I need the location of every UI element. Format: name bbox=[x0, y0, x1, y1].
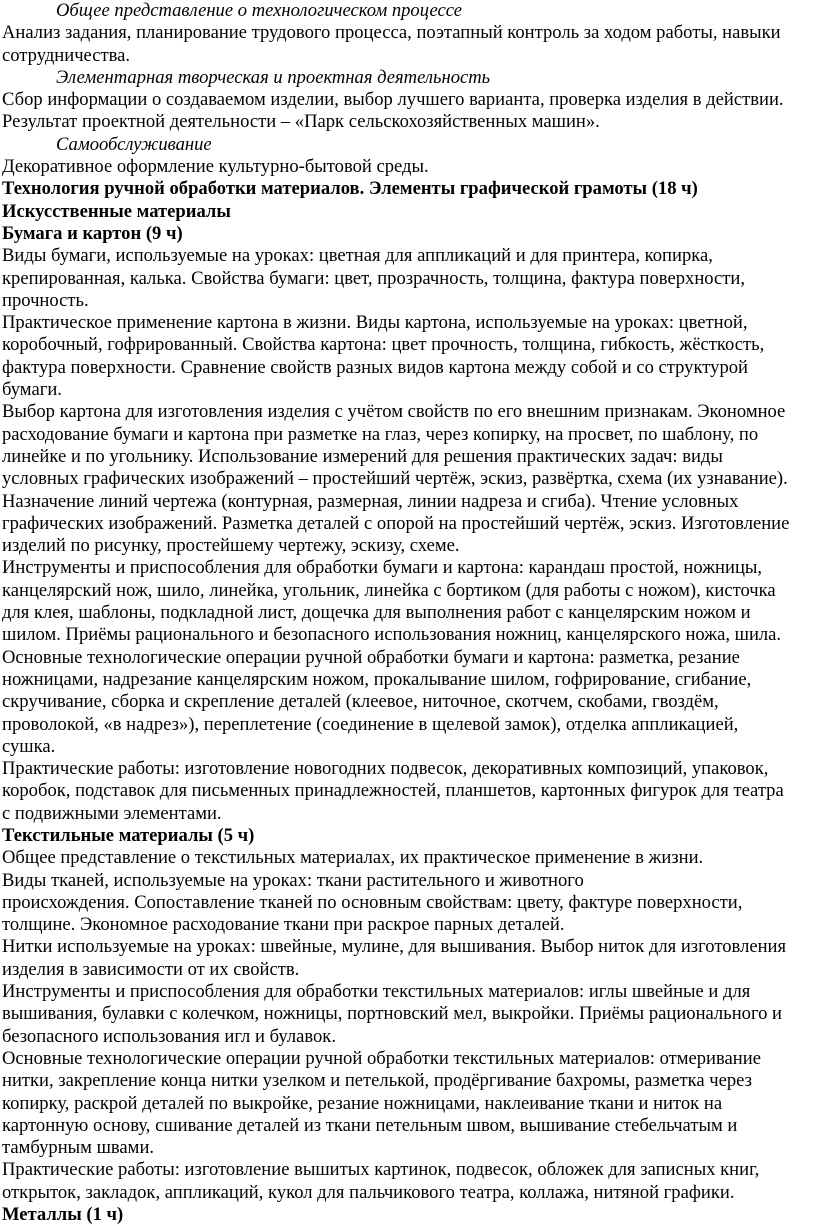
text-line: нитки, закрепление конца нитки узелком и петелькой, продёргивание бахромы, разметка через bbox=[2, 1070, 752, 1092]
section-heading bbox=[2, 223, 814, 245]
text-line: изделия в зависимости от их свойств. bbox=[2, 958, 300, 980]
text-line: Практические работы: изготовление вышитых картинок, подвесок, обложек для записных книг, bbox=[2, 1159, 760, 1181]
text-line: толщине. Экономное расходование ткани при раскрое парных деталей. bbox=[2, 914, 565, 936]
paragraph bbox=[2, 89, 814, 134]
text-line: картонную основу, сшивание деталей из ткани петельным швом, вышивание стебельчатым и bbox=[2, 1114, 738, 1136]
text-line: открыток, закладок, аппликаций, кукол для пальчикового театра, коллажа, нитяной графики. bbox=[2, 1181, 735, 1203]
section-heading bbox=[2, 201, 814, 223]
text-line: Сбор информации о создаваемом изделии, выбор лучшего варианта, проверка изделия в действии. bbox=[2, 89, 784, 111]
paragraph bbox=[2, 647, 814, 758]
text-line: Нитки используемые на уроках: швейные, мулине, для вышивания. Выбор ниток для изготовления bbox=[2, 936, 787, 958]
text-line: Самообслуживание bbox=[56, 133, 212, 155]
text-line: Инструменты и приспособления для обработки бумаги и картона: карандаш простой, ножницы, bbox=[2, 557, 763, 579]
text-line: бумаги. bbox=[2, 379, 62, 401]
text-line: ножницами, надрезание канцелярским ножом, прокалывание шилом, гофрирование, сгибание, bbox=[2, 668, 752, 690]
text-line: Текстильные материалы (5 ч) bbox=[2, 824, 255, 846]
text-line: происхождения. Сопоставление тканей по основным свойствам: цвету, фактуре поверхности, bbox=[2, 891, 743, 913]
text-line: тамбурным швами. bbox=[2, 1137, 155, 1159]
section-heading bbox=[2, 825, 814, 847]
paragraph bbox=[2, 156, 814, 178]
text-line: Декоративное оформление культурно-бытовой среды. bbox=[2, 156, 429, 178]
text-line: графических изображений. Разметка деталей с опорой на простейший чертёж, эскиз. Изготовление bbox=[2, 512, 790, 534]
text-line: крепированная, калька. Свойства бумаги: цвет, прозрачность, толщина, фактура поверхности, bbox=[2, 267, 746, 289]
section-heading bbox=[2, 178, 814, 200]
text-line: шилом. Приёмы рационального и безопасного использования ножниц, канцелярского ножа, шила. bbox=[2, 624, 782, 646]
paragraph bbox=[2, 758, 814, 825]
paragraph bbox=[2, 557, 814, 646]
text-line: вышивания, булавки с колечком, ножницы, портновский мел, выкройки. Приёмы рационального и bbox=[2, 1003, 783, 1025]
paragraph bbox=[2, 1159, 814, 1204]
text-line: линейке и по угольнику. Использование измерений для решения практических задач: виды bbox=[2, 445, 723, 467]
text-line: Основные технологические операции ручной обработки бумаги и картона: разметка, резание bbox=[2, 646, 740, 668]
text-line: Элементарная творческая и проектная деятельность bbox=[56, 66, 491, 88]
section-heading bbox=[2, 1204, 814, 1226]
paragraph bbox=[2, 981, 814, 1048]
text-line: изделий по рисунку, простейшему чертежу, эскизу, схеме. bbox=[2, 535, 460, 557]
text-line: расходование бумаги и картона при разметке на глаз, через копирку, на просвет, по шаблону, по bbox=[2, 423, 759, 445]
text-line: Практические работы: изготовление новогодних подвесок, декоративных композиций, упаковок, bbox=[2, 758, 769, 780]
text-line: копирку, раскрой деталей по выкройке, резание ножницами, наклеивание ткани и ниток на bbox=[2, 1092, 723, 1114]
section-subheading bbox=[2, 0, 814, 22]
text-line: Практическое применение картона в жизни. Виды картона, используемые на уроках: цветной, bbox=[2, 312, 748, 334]
text-line: Результат проектной деятельности – «Парк сельскохозяйственных машин». bbox=[2, 111, 600, 133]
text-line: Общее представление о технологическом процессе bbox=[56, 0, 463, 21]
text-line: Виды бумаги, используемые на уроках: цветная для аппликаций и для принтера, копирка, bbox=[2, 245, 713, 267]
text-line: безопасного использования игл и булавок. bbox=[2, 1025, 336, 1047]
paragraph bbox=[2, 22, 814, 67]
text-line: канцелярский нож, шило, линейка, угольник, линейка с бортиком (для работы с ножом), кисточка bbox=[2, 579, 776, 601]
text-line: Выбор картона для изготовления изделия с учётом свойств по его внешним признакам. Экономное bbox=[2, 401, 786, 423]
text-line: Основные технологические операции ручной обработки текстильных материалов: отмеривание bbox=[2, 1047, 761, 1069]
text-line: коробочный, гофрированный. Свойства картона: цвет прочность, толщина, гибкость, жёсткость, bbox=[2, 334, 765, 356]
text-line: Назначение линий чертежа (контурная, размерная, линии надреза и сгиба). Чтение условных bbox=[2, 490, 739, 512]
text-line: коробок, подставок для письменных принадлежностей, планшетов, картонных фигурок для театра bbox=[2, 780, 784, 802]
paragraph bbox=[2, 1048, 814, 1159]
text-line: фактура поверхности. Сравнение свойств разных видов картона между собой и со структурой bbox=[2, 356, 748, 378]
text-line: условных графических изображений – простейший чертёж, эскиз, развёртка, схема (их узнавание). bbox=[2, 468, 788, 490]
text-line: Общее представление о текстильных материалах, их практическое применение в жизни. bbox=[2, 847, 704, 869]
text-line: с подвижными элементами. bbox=[2, 802, 222, 824]
text-line: скручивание, сборка и скрепление деталей (клеевое, ниточное, скотчем, скобами, гвоздём, bbox=[2, 691, 719, 713]
paragraph bbox=[2, 245, 814, 312]
document-body bbox=[2, 0, 814, 1226]
text-line: Бумага и картон (9 ч) bbox=[2, 222, 183, 244]
paragraph bbox=[2, 870, 814, 937]
text-line: прочность. bbox=[2, 289, 89, 311]
text-line: Технология ручной обработки материалов. Элементы графической грамоты (18 ч) bbox=[2, 178, 698, 200]
text-line: сушка. bbox=[2, 735, 56, 757]
paragraph bbox=[2, 847, 814, 869]
text-line: проволокой, «в надрез»), переплетение (соединение в щелевой замок), отделка аппликацией, bbox=[2, 713, 739, 735]
paragraph bbox=[2, 401, 814, 557]
section-subheading bbox=[2, 134, 814, 156]
section-subheading bbox=[2, 67, 814, 89]
paragraph bbox=[2, 312, 814, 401]
text-line: Виды тканей, используемые на уроках: ткани растительного и животного bbox=[2, 869, 584, 891]
text-line: Искусственные материалы bbox=[2, 200, 231, 222]
text-line: Инструменты и приспособления для обработки текстильных материалов: иглы швейные и для bbox=[2, 981, 751, 1003]
paragraph bbox=[2, 936, 814, 981]
text-line: Металлы (1 ч) bbox=[2, 1204, 124, 1226]
text-line: Анализ задания, планирование трудового процесса, поэтапный контроль за ходом работы, навыки bbox=[2, 22, 781, 44]
text-line: для клея, шаблоны, подкладной лист, дощечка для выполнения работ с канцелярским ножом и bbox=[2, 602, 751, 624]
text-line: сотрудничества. bbox=[2, 44, 131, 66]
